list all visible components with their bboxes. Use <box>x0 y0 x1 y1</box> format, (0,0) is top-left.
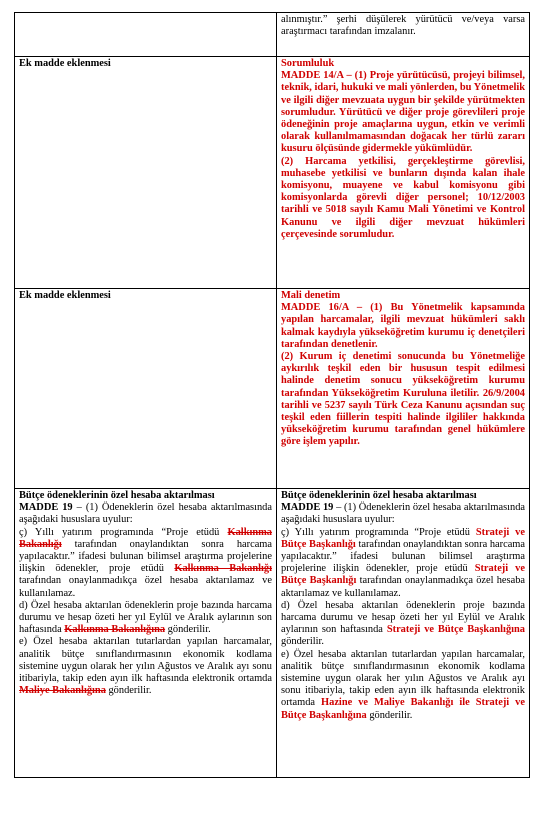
deleted-text: Kalkınma Bakanlığına <box>64 624 166 636</box>
clause-text: gönderilir. <box>165 624 211 636</box>
article-intro <box>281 502 525 526</box>
inserted-text: Hazine ve Maliye Bakanlığı ile Strateji ve Bütçe Başkanlığına <box>281 697 525 721</box>
clause-d <box>281 600 525 649</box>
clause-c <box>19 527 272 600</box>
intro-text: – (1) Ödeneklerin özel hesaba aktarılmasında aşağıdaki hususlara uyulur: <box>19 502 272 526</box>
right-cell-new-text <box>277 489 530 778</box>
clause-text: e) Özel hesaba aktarılan tutarlardan yapılan harcamalar, analitik bütçe sınıflandırmasının ekonomik kodlama sistemine uygun olarak her yılın Ağustos ve Aralık ayı sonu itibariyla, takip eden ayın ilk haftasında elektronik ortamda <box>19 636 272 685</box>
left-cell-label <box>15 289 277 489</box>
clause-e <box>281 649 525 722</box>
clause-text: tarafından onaylanmadıkça özel hesaba aktarılamaz ve kullanılamaz. <box>19 575 272 599</box>
clause-text: ç) Yıllı yatırım programında “Proje etüdü <box>19 526 228 538</box>
table-row <box>15 13 530 57</box>
table-row <box>15 289 530 489</box>
clause-text: tarafından onaylandıktan sonra harcama yapılacaktır.” ifadesi bulunan bilimsel araştırma projelerine ilişkin ödenekler, proje etüdü <box>281 538 525 575</box>
inserted-text: Strateji ve Bütçe Başkanlığı <box>281 563 525 587</box>
left-cell-empty <box>15 13 277 57</box>
article-number: MADDE 19 <box>281 502 334 514</box>
clause-e <box>19 636 272 697</box>
intro-text: – (1) Ödeneklerin özel hesaba aktarılmasında aşağıdaki hususlara uyulur: <box>281 502 525 526</box>
inserted-text: Strateji ve Bütçe Başkanlığına <box>386 624 525 636</box>
deleted-text: Maliye Bakanlığına <box>19 685 106 697</box>
comparison-table <box>14 12 530 778</box>
change-label: Ek madde eklenmesi <box>19 58 111 69</box>
deleted-text: Kalkınma Bakanlığı <box>174 563 273 575</box>
clause-text: d) Özel hesaba aktarılan ödeneklerin proje bazında harcama durumu ve hesap özeti her yıl Eylül ve Aralık aylarının son haftasında <box>19 599 272 636</box>
article-heading: Bütçe ödeneklerinin özel hesaba aktarılması <box>281 490 477 501</box>
clause-text: ç) Yıllı yatırım programında “Proje etüdü <box>281 526 476 538</box>
clause-text: gönderilir. <box>366 709 413 721</box>
article-heading: Mali denetim <box>281 290 341 301</box>
clause-d <box>19 600 272 637</box>
right-cell-article <box>277 57 530 289</box>
clause-text: e) Özel hesaba aktarılan tutarlardan yapılan harcamalar, analitik bütçe sınıflandırmasının ekonomik kodlama sistemine uygun olarak her yılın Ağustos ve Aralık ayı sonu itibariyla, takip eden ayın ilk haftasında elektronik ortamda <box>281 648 525 709</box>
clause-c <box>281 527 525 600</box>
article-heading: Sorumluluk <box>281 58 335 69</box>
article-heading: Bütçe ödeneklerinin özel hesaba aktarılması <box>19 490 215 501</box>
clause-text: gönderilir. <box>105 685 152 697</box>
deleted-text: Kalkınma Bakanlığı <box>19 526 272 550</box>
clause-text: d) Özel hesaba aktarılan ödeneklerin proje bazında harcama durumu ve hesap özeti her yıl Eylül ve Aralık aylarının son haftasında <box>281 599 525 636</box>
inserted-text: Strateji ve Bütçe Başkanlığı <box>281 526 525 550</box>
article-paragraph: MADDE 16/A – (1) Bu Yönetmelik kapsamında yapılan harcamalar, ilgili mevzuat hükümleri saklı kalmak kaydıyla yükseköğretim kurumu iç denetçileri tarafından denetlenir. <box>281 302 525 350</box>
clause-text: tarafından onaylandıktan sonra harcama yapılacaktır.” ifadesi bulunan bilimsel araştırma projelerine ilişkin ödenekler, proje etüdü <box>19 538 272 575</box>
article-paragraph: (2) Harcama yetkilisi, gerçekleştirme görevlisi, muhasebe yetkilisi ve bunların dışında kalan ihale komisyonu, muayene ve kabul komisyonu gibi komisyonlarda görevli diğer personel; 10/12/2003 tarihli ve 5018 sayılı Kamu Mali Yönetimi ve Kontrol Kanunu ve ilgili diğer mevzuat hükümleri çerçevesinde sorumludur. <box>281 155 525 240</box>
article-paragraph: MADDE 14/A – (1) Proje yürütücüsü, projeyi bilimsel, teknik, idari, hukuki ve mali yönlerden, bu Yönetmelik ve ilgili diğer mevzuata uygun bir şekilde yürütmekten sorumludur. Yürütücü ve diğer proje görevlileri proje ödeneğinin proje amaçlarına uygun, etkin ve verimli olarak kullanılmamasından doğacak her türlü zararı kusuru ölçüsünde gidermekle yükümlüdür. <box>281 70 525 155</box>
clause-text: tarafından onaylanmadıkça özel hesaba aktarılamaz ve kullanılamaz. <box>281 575 525 599</box>
article-intro <box>19 502 272 526</box>
left-cell-label <box>15 57 277 289</box>
right-cell-continuation: alınmıştır.” şerhi düşülerek yürütücü ve/veya varsa araştırmacı tarafından imzalanır. <box>277 13 530 57</box>
right-cell-article <box>277 289 530 489</box>
article-paragraph: (2) Kurum iç denetimi sonucunda bu Yönetmeliğe aykırılık teşkil eden bir hususun tespit edilmesi halinde denetim sonucu yükseköğretim kurumu tarafından Yükseköğretim Kuruluna iletilir. 26/9/2004 tarihli ve 5237 sayılı Türk Ceza Kanunu açısından suç teşkil eden fiillerin tespiti halinde ilgililer hakkında yükseköğretim kurumu tarafından genel hükümlere göre işlem yapılır. <box>281 351 525 448</box>
table-row <box>15 489 530 778</box>
article-number: MADDE 19 <box>19 502 73 514</box>
clause-text: gönderilir. <box>281 636 324 648</box>
table-row <box>15 57 530 289</box>
change-label: Ek madde eklenmesi <box>19 290 111 301</box>
left-cell-old-text <box>15 489 277 778</box>
